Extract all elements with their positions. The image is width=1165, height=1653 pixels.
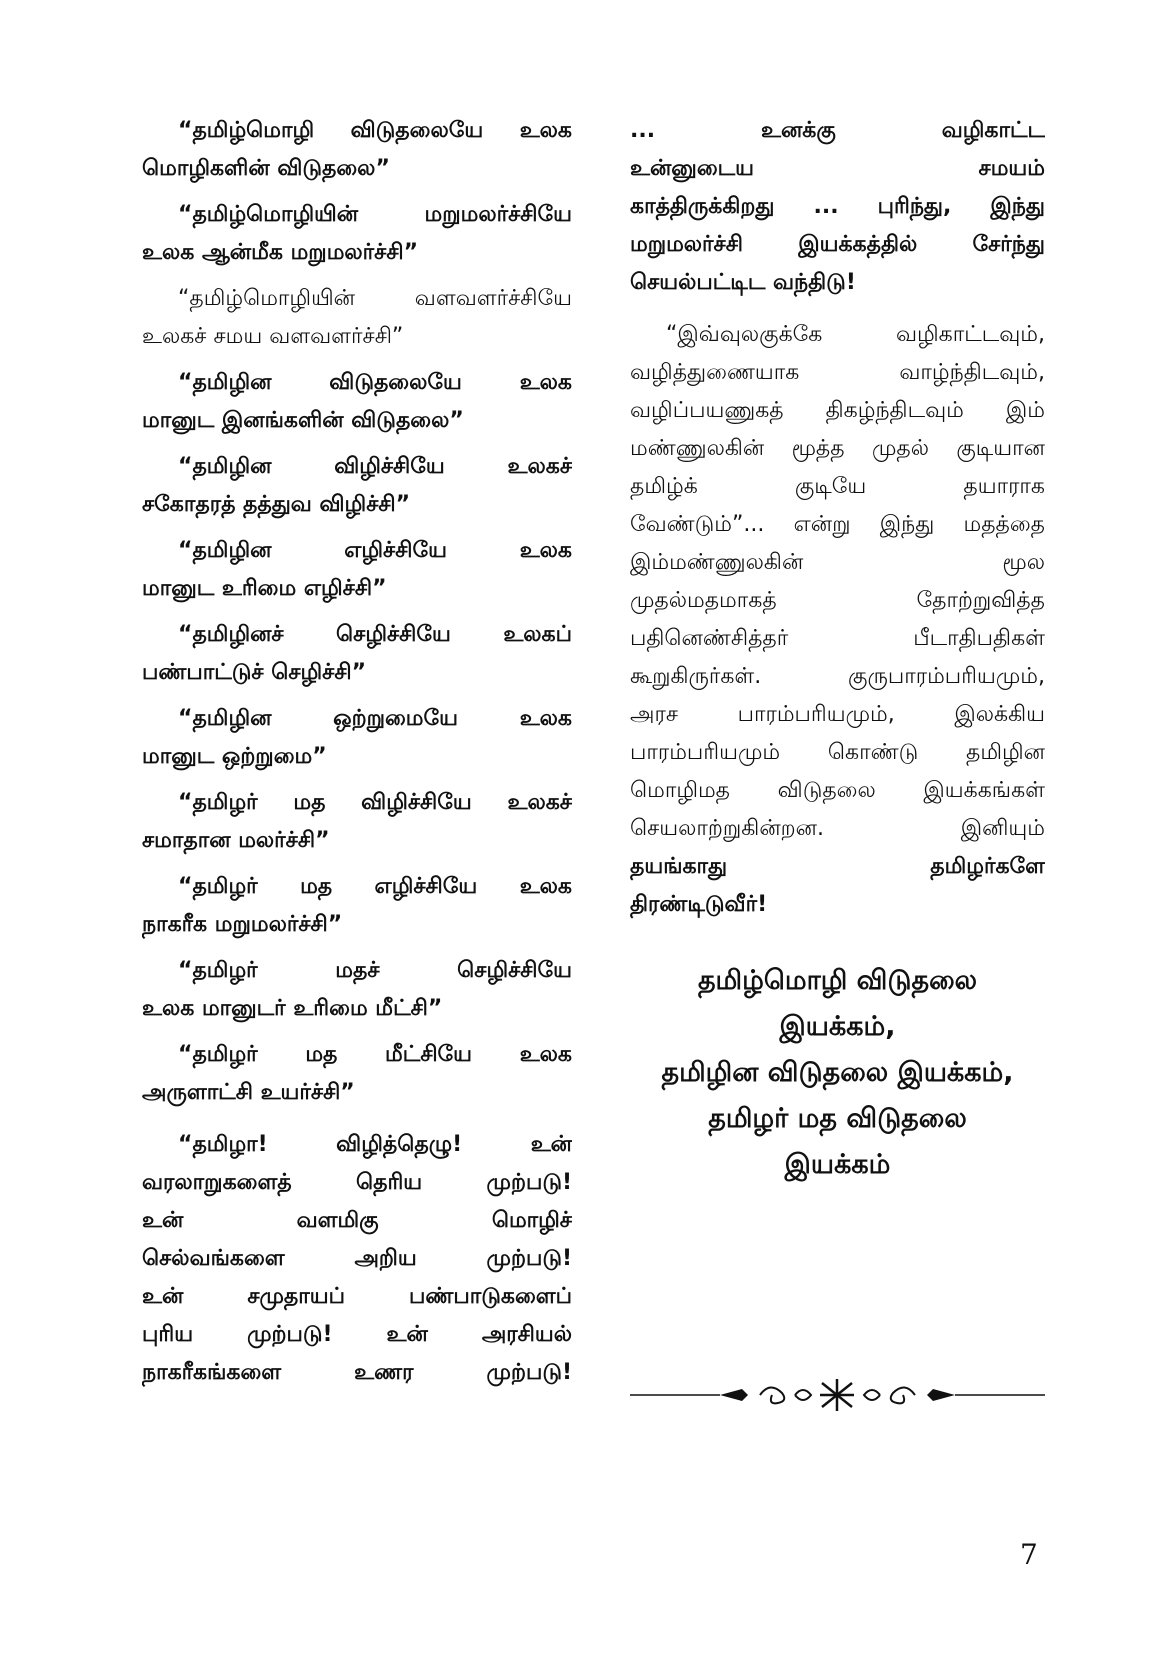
text-line: வழிப்பயணுகத் திகழ்ந்திடவும் இம் — [630, 398, 1045, 423]
text-line: “தமிழின ஒற்றுமையே உலக — [178, 706, 572, 731]
quote-block — [142, 616, 572, 692]
quote-block — [142, 868, 572, 944]
quote-block — [142, 196, 572, 272]
quote-block — [142, 784, 572, 860]
text-line: மொழிமத விடுதலை இயக்கங்கள் — [630, 778, 1045, 803]
text-line: கூறுகிருர்கள். குருபாரம்பரியமும், — [630, 664, 1045, 689]
text-line: உலகச் சமய வளவளர்ச்சி” — [142, 324, 404, 349]
text-line: மானுட உரிமை எழிச்சி” — [142, 576, 387, 601]
quote-block — [142, 112, 572, 188]
call-to-action-paragraph — [630, 112, 1045, 302]
text-line: “தமிழ்மொழி விடுதலையே உலக — [178, 118, 572, 143]
text-line: ... உனக்கு வழிகாட்ட — [630, 118, 1045, 143]
flourish-divider-icon — [630, 1375, 1045, 1415]
heading-line: தமிழின விடுதலை இயக்கம், — [661, 1057, 1014, 1088]
heading-line: தமிழர் மத விடுதலை — [708, 1103, 967, 1134]
right-column — [630, 112, 1045, 1188]
text-line: “தமிழர் மதச் செழிச்சியே — [178, 958, 572, 983]
text-line: அரச பாரம்பரியமும், இலக்கிய — [630, 702, 1045, 727]
text-line: செயல்பட்டிட வந்திடு! — [630, 270, 856, 295]
text-line: பாரம்பரியமும் கொண்டு தமிழின — [630, 740, 1045, 765]
text-line: வரலாறுகளைத் தெரிய முற்படு! — [142, 1170, 572, 1195]
heading-line: இயக்கம், — [779, 1011, 896, 1042]
text-line: திரண்டிடுவீர்! — [630, 892, 768, 917]
text-line: அருளாட்சி உயர்ச்சி” — [142, 1080, 355, 1105]
quote-block — [142, 448, 572, 524]
text-line: “தமிழ்மொழியின் வளவளர்ச்சியே — [178, 286, 572, 311]
text-line: செல்வங்களை அறிய முற்படு! — [142, 1246, 572, 1271]
text-line: தமிழ்க் குடியே தயாராக — [630, 474, 1045, 499]
quote-block — [142, 700, 572, 776]
text-line: “இவ்வுலகுக்கே வழிகாட்டவும், — [666, 322, 1045, 347]
left-column — [142, 112, 572, 1400]
text-line: இம்மண்ணுலகின் மூல — [630, 550, 1045, 575]
text-line: “தமிழர் மத விழிச்சியே உலகச் — [178, 790, 572, 815]
text-line: சமாதான மலர்ச்சி” — [142, 828, 330, 853]
appeal-paragraph — [142, 1126, 572, 1392]
text-line: வழித்துணையாக வாழ்ந்திடவும், — [630, 360, 1045, 385]
text-line: “தமிழினச் செழிச்சியே உலகப் — [178, 622, 572, 647]
text-line: “தமிழ்மொழியின் மறுமலர்ச்சியே — [178, 202, 572, 227]
text-line: மொழிகளின் விடுதலை” — [142, 156, 390, 181]
text-line: முதல்மதமாகத் தோற்றுவித்த — [630, 588, 1045, 613]
text-line: “தமிழர் மத மீட்சியே உலக — [178, 1042, 572, 1067]
text-line: உலக மானுடர் உரிமை மீட்சி” — [142, 996, 443, 1021]
text-line: காத்திருக்கிறது ... புரிந்து, இந்து — [630, 194, 1045, 219]
text-line: “தமிழின எழிச்சியே உலக — [178, 538, 572, 563]
body-paragraph — [630, 316, 1045, 924]
text-line: சகோதரத் தத்துவ விழிச்சி” — [142, 492, 411, 517]
text-line: “தமிழின விழிச்சியே உலகச் — [178, 454, 572, 479]
text-line: “தமிழின விடுதலையே உலக — [178, 370, 572, 395]
text-line: உலக ஆன்மீக மறுமலர்ச்சி” — [142, 240, 419, 265]
heading-line: தமிழ்மொழி விடுதலை — [697, 965, 978, 996]
quote-block — [142, 532, 572, 608]
quote-block — [142, 364, 572, 440]
text-line: புரிய முற்படு! உன் அரசியல் — [142, 1322, 572, 1347]
movement-heading — [630, 958, 1045, 1188]
text-line: உன் வளமிகு மொழிச் — [142, 1208, 572, 1233]
text-line: மானுட இனங்களின் விடுதலை” — [142, 408, 464, 433]
text-line: உன் சமுதாயப் பண்பாடுகளைப் — [142, 1284, 572, 1309]
quote-block — [142, 280, 572, 356]
text-line: “தமிழா! விழித்தெழு! உன் — [178, 1132, 572, 1157]
quote-block — [142, 1036, 572, 1112]
page-number: 7 — [1020, 1538, 1038, 1571]
heading-line: இயக்கம் — [784, 1149, 891, 1180]
text-line: தயங்காது தமிழர்களே — [630, 854, 1045, 879]
text-line: நாகரீக மறுமலர்ச்சி” — [142, 912, 343, 937]
text-line: மானுட ஒற்றுமை” — [142, 744, 327, 769]
text-line: “தமிழர் மத எழிச்சியே உலக — [178, 874, 572, 899]
text-line: உன்னுடைய சமயம் — [630, 156, 1045, 181]
text-line: வேண்டும்”... என்று இந்து மதத்தை — [630, 512, 1045, 537]
text-line: மறுமலர்ச்சி இயக்கத்தில் சேர்ந்து — [630, 232, 1045, 257]
text-line: செயலாற்றுகின்றன. இனியும் — [630, 816, 1045, 841]
text-line: பண்பாட்டுச் செழிச்சி” — [142, 660, 367, 685]
text-line: பதினெண்சித்தர் பீடாதிபதிகள் — [630, 626, 1045, 651]
quote-block — [142, 952, 572, 1028]
text-line: மண்ணுலகின் மூத்த முதல் குடியான — [630, 436, 1045, 461]
text-line: நாகரீகங்களை உணர முற்படு! — [142, 1360, 572, 1385]
